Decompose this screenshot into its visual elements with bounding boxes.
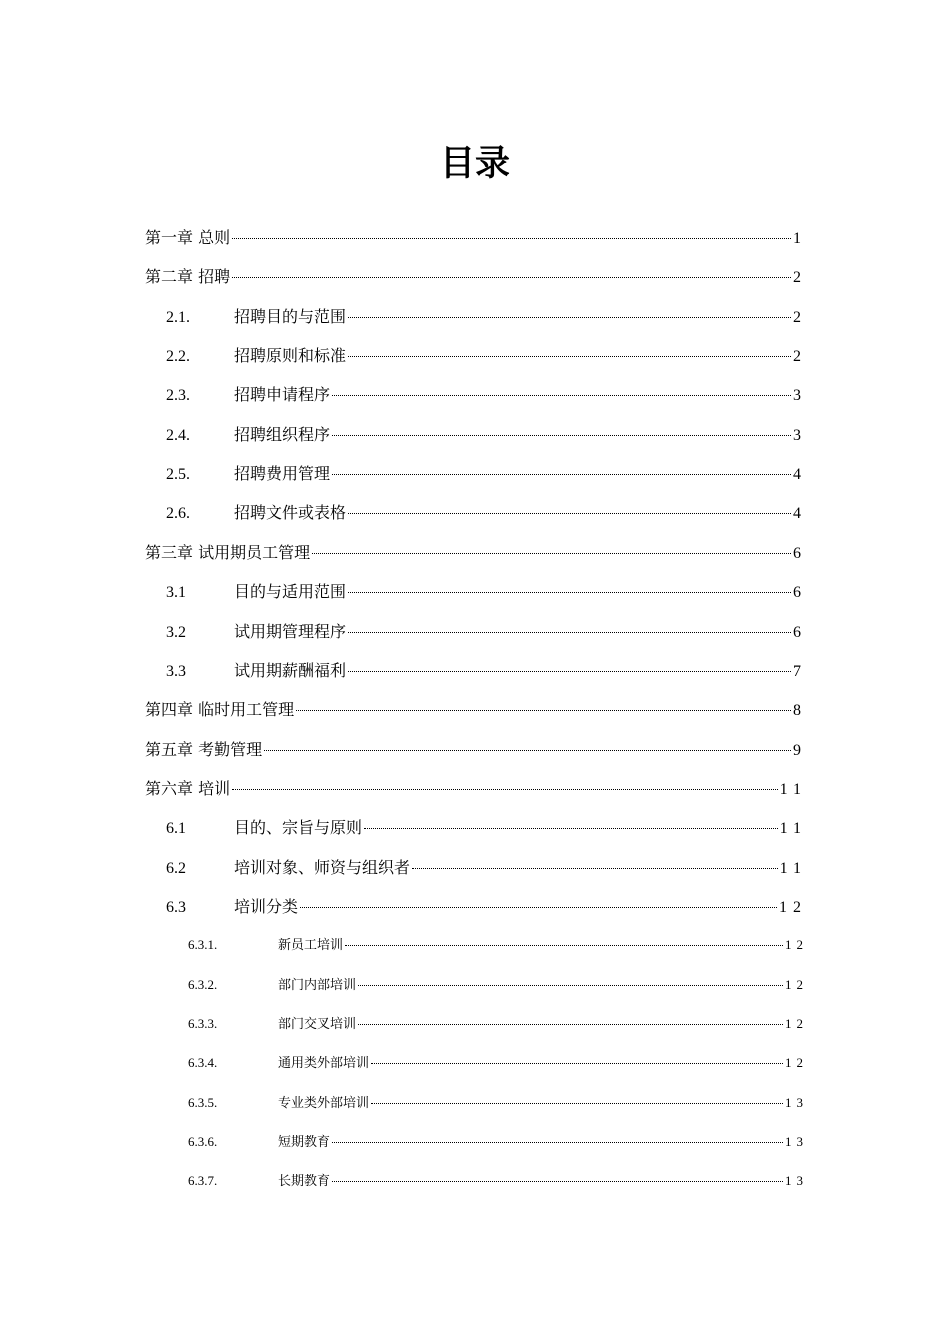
dot-leader [332,474,791,475]
toc-entry[interactable] [166,384,807,407]
toc-entry-number: 6.2 [166,859,186,877]
toc-entry-title: 第五章 考勤管理 [145,739,263,759]
toc-entry-number: 6.3.7. [188,1173,218,1189]
toc-entry[interactable] [166,660,807,683]
toc-entry[interactable] [188,1171,808,1192]
toc-entry-page: 12 [785,976,808,992]
toc-entry[interactable] [166,345,807,368]
toc-entry-title: 第二章 招聘 [145,267,231,287]
dot-leader [332,395,791,396]
toc-entry-title: 招聘费用管理 [234,464,331,484]
dot-leader [232,277,791,278]
toc-entry[interactable] [166,424,807,447]
toc-entry-title: 招聘文件或表格 [234,503,347,523]
toc-entry-page: 12 [785,1055,808,1071]
dot-leader [348,317,791,318]
toc-entry[interactable] [188,1053,808,1074]
dot-leader [358,985,783,986]
toc-entry[interactable] [188,1014,808,1035]
toc-entry-number: 6.3.3. [188,1016,218,1031]
dot-leader [312,553,791,554]
toc-entry-title: 试用期薪酬福利 [234,660,347,680]
toc-entry[interactable] [145,739,807,762]
dot-leader [348,513,791,514]
toc-entry[interactable] [145,778,807,801]
toc-entry[interactable] [188,935,808,956]
toc-entry-title: 目的与适用范围 [234,582,347,602]
toc-entry-page: 9 [793,741,807,759]
toc-entry-page: 1 [793,230,807,247]
dot-leader [371,1103,783,1104]
toc-entry-page: 6 [793,623,807,641]
toc-entry[interactable] [166,817,807,840]
toc-entry-title: 长期教育 [278,1174,331,1190]
toc-entry[interactable] [166,581,807,604]
toc-entry-number: 6.3.4. [188,1055,218,1071]
toc-entry-number: 6.1 [166,820,186,838]
dot-leader [264,750,791,751]
page-title: 目录 [439,144,510,184]
toc-entry-number: 3.1 [166,584,186,602]
toc-entry-number: 6.3.6. [188,1134,218,1150]
toc-entry-number: 2.4. [166,426,190,444]
dot-leader [371,1063,783,1064]
toc-entry-page: 4 [793,466,807,484]
toc-entry-number: 2.2. [166,348,190,366]
toc-entry-title: 部门内部培训 [278,977,357,993]
toc-entry-title: 招聘申请程序 [234,385,331,405]
toc-entry-number: 2.1. [166,308,190,326]
toc-entry-title: 专业类外部培训 [278,1095,370,1111]
toc-entry-page: 6 [793,584,807,602]
toc-entry-title: 招聘原则和标准 [234,346,347,366]
dot-leader [232,789,778,790]
dot-leader [412,868,778,869]
toc-entry-title: 招聘组织程序 [234,424,331,444]
toc-entry-page: 12 [785,937,808,953]
toc-entry-title: 试用期管理程序 [234,621,347,641]
toc-entry-number: 3.2 [166,623,186,641]
toc-entry[interactable] [166,621,807,644]
toc-entry[interactable] [166,896,807,919]
toc-entry-number: 2.6. [166,505,190,523]
dot-leader [332,435,791,436]
toc-entry[interactable] [166,306,807,329]
toc-entry[interactable] [188,975,808,996]
toc-entry-number: 6.3.1. [188,937,218,953]
toc-entry-title: 短期教育 [278,1135,331,1151]
toc-entry[interactable] [166,463,807,486]
toc-entry-number: 2.5. [166,466,190,484]
toc-entry-page: 7 [793,662,807,680]
toc-entry[interactable] [145,266,807,289]
toc-entry[interactable] [166,502,807,525]
toc-entry-page: 3 [793,426,807,444]
dot-leader [364,828,778,829]
toc-entry-title: 培训对象、师资与组织者 [234,857,411,877]
dot-leader [232,238,791,239]
dot-leader [348,356,791,357]
toc-entry-page: 2 [793,348,807,366]
toc-entry-title: 目的、宗旨与原则 [234,818,363,838]
toc-entry-page: 12 [785,1016,808,1031]
dot-leader [348,671,791,672]
toc-entry-title: 第四章 临时用工管理 [145,700,295,720]
dot-leader [348,632,791,633]
toc-entry-number: 3.3 [166,662,186,680]
toc-entry-page: 11 [779,820,807,838]
dot-leader [300,907,777,908]
toc-entry-title: 部门交叉培训 [278,1017,357,1032]
toc-entry-number: 6.3 [166,898,186,916]
toc-entry[interactable] [145,227,807,250]
toc-entry-page: 11 [779,780,807,798]
toc-entry[interactable] [145,699,807,722]
toc-entry[interactable] [188,1132,808,1153]
dot-leader [348,592,791,593]
toc-entry-title: 通用类外部培训 [278,1056,370,1072]
toc-entry-page: 12 [779,898,807,916]
toc-entry[interactable] [145,542,807,565]
toc-entry-title: 第一章 总则 [145,228,231,247]
toc-entry-page: 4 [793,505,807,523]
toc-entry-page: 3 [793,387,807,405]
toc-entry-title: 第六章 培训 [145,778,231,798]
toc-entry-page: 2 [793,269,807,287]
toc-entry-title: 新员工培训 [278,938,344,954]
dot-leader [358,1024,783,1025]
toc-entry-page: 13 [785,1173,808,1189]
toc-entry-page: 8 [793,702,807,720]
dot-leader [332,1181,783,1182]
dot-leader [296,710,791,711]
toc-entry-page: 13 [785,1094,808,1110]
toc-entry-title: 第三章 试用期员工管理 [145,542,311,562]
toc-entry-number: 2.3. [166,387,190,405]
dot-leader [332,1142,783,1143]
toc-entry[interactable] [166,857,807,880]
toc-entry-page: 11 [779,859,807,877]
toc-entry-page: 13 [785,1134,808,1150]
toc-entry[interactable] [188,1093,808,1114]
toc-entry-title: 招聘目的与范围 [234,306,347,326]
toc-entry-number: 6.3.2. [188,976,218,992]
toc-entry-number: 6.3.5. [188,1094,218,1110]
dot-leader [345,945,783,946]
toc-entry-page: 2 [793,308,807,326]
toc-entry-title: 培训分类 [234,896,299,916]
toc-entry-page: 6 [793,544,807,562]
